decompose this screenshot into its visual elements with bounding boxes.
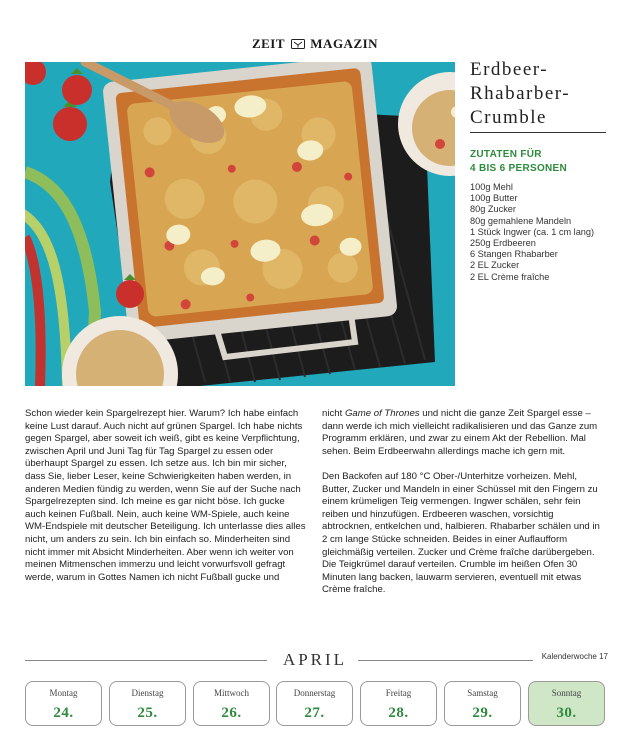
day-tuesday <box>109 681 186 726</box>
ingredients-heading-line-2: 4 BIS 6 PERSONEN <box>470 163 568 174</box>
day-friday <box>360 681 437 726</box>
recipe-title <box>470 58 615 130</box>
body-paragraph <box>322 408 604 458</box>
month-name: APRIL <box>282 650 348 669</box>
ingredients-heading <box>470 148 610 176</box>
day-number: 28. <box>388 705 409 721</box>
calendar-days <box>25 681 608 729</box>
day-number: 27. <box>304 705 325 721</box>
ingredient-item: 6 Stangen Rhabarber <box>470 249 558 260</box>
body-column-right <box>322 408 604 610</box>
day-name: Samstag <box>467 688 498 698</box>
ingredients-heading-line-1: ZUTATEN FÜR <box>470 149 542 160</box>
day-thursday <box>276 681 353 726</box>
ingredient-item: 250g Erdbeeren <box>470 238 536 249</box>
body-paragraph: Schon wieder kein Spargelrezept hier. Warum? Ich habe einfach keine Lust darauf. Auch nicht auf grünen Spargel. Ich habe nichts gegen Spargel, aber soweit ich weiß, gibt es keine Verpflichtung, zwischen April und Juni Tag für Tag Spargel zu essen oder überhaupt Spargel zu essen. Ich setze aus. Ich bin mir sicher, dass Sie, lieber Leser, keine Schwierigkeiten haben werden, in anderen Medien fündig zu werden, wenn Sie auf der Suche nach Spargelrezepten sind. Ich meine es gar nicht böse. Ich gucke auch keinen Fußball. Nein, auch keine WM-Spiele, auch keine WM-Endspiele mit deutscher Beteiligung. Ich unterlasse dies alles nicht, um anders zu sein. Ich bin einfach so. Minderheiten sind nicht immer mit Absicht Minderheiten. Aber wenn ich weiter von meinen Mitmenschen immerzu und leicht vorwurfsvoll gefragt werde, warum in Gottes Namen ich nicht Fußball gucke und <box>25 408 306 583</box>
day-name: Mittwoch <box>214 688 249 698</box>
ingredient-item: 2 EL Crème fraîche <box>470 271 550 282</box>
day-sunday <box>528 681 605 726</box>
day-name: Sonntag <box>551 688 582 698</box>
recipe-title-line: Crumble <box>470 107 547 128</box>
ingredient-item: 100g Butter <box>470 193 518 204</box>
ingredient-item: 1 Stück Ingwer (ca. 1 cm lang) <box>470 226 595 237</box>
paragraph-text: nicht <box>322 408 345 419</box>
day-wednesday <box>193 681 270 726</box>
day-number: 26. <box>221 705 242 721</box>
masthead-zeit: ZEIT <box>251 36 285 51</box>
recipe-instructions: Den Backofen auf 180 °C Ober-/Unterhitze vorheizen. Mehl, Butter, Zucker und Mandeln in einer Schüssel mit den Fingern zu einem krümeligen Teig vermengen. Ingwer schälen, sehr fein reiben und hinzufügen. Erdbeeren waschen, vorsichtig abtrocknen, entkelchen und, halbieren. Rhabarber schälen und in 2 cm lange Stücke schneiden. Beides in einer Auflaufform gleichmäßig verteilen. Zucker und Crème fraîche darübergeben. Die Teigkrümel darauf verteilen. Crumble im heißen Ofen 30 Minuten lang backen, lauwarm servieren, eventuell mit etwas Crème fraîche. <box>322 470 600 596</box>
body-column-left <box>25 408 307 597</box>
ingredient-item: 2 EL Zucker <box>470 260 520 271</box>
ingredient-item: 80g Zucker <box>470 204 516 215</box>
eagle-seal-icon <box>291 39 305 49</box>
calendar-week-label: Kalenderwoche 17 <box>541 652 608 661</box>
crumble-photo-illustration <box>25 62 455 386</box>
masthead <box>0 36 630 52</box>
day-name: Montag <box>49 688 78 698</box>
day-number: 29. <box>472 705 493 721</box>
recipe-photo <box>25 62 455 386</box>
recipe-title-line: Erdbeer- <box>470 59 549 80</box>
title-divider <box>470 132 606 133</box>
paragraph-text: und nicht die ganze Zeit Spargel esse – dann werde ich mich vielleicht radikalisieren und das Ganze zum Programm erklären, und zwar zu einem Akt der Rebellion. Mal sehen. Beim Erdbeerwahn allerdings mache ich gern mit. <box>322 408 598 457</box>
day-number: 30. <box>556 705 577 721</box>
day-name: Donnerstag <box>293 688 336 698</box>
day-monday <box>25 681 102 726</box>
calendar-header <box>25 650 608 670</box>
day-name: Dienstag <box>131 688 164 698</box>
day-number: 24. <box>53 705 74 721</box>
day-saturday <box>444 681 521 726</box>
divider <box>25 660 267 661</box>
day-name: Freitag <box>385 688 412 698</box>
recipe-title-line: Rhabarber- <box>470 83 571 104</box>
italic-title: Game of Thrones <box>344 408 420 419</box>
day-number: 25. <box>137 705 158 721</box>
ingredients-list <box>470 182 615 283</box>
masthead-magazin: MAGAZIN <box>310 36 379 51</box>
ingredient-item: 80g gemahlene Mandeln <box>470 215 572 226</box>
ingredient-item: 100g Mehl <box>470 182 513 192</box>
divider <box>358 660 533 661</box>
